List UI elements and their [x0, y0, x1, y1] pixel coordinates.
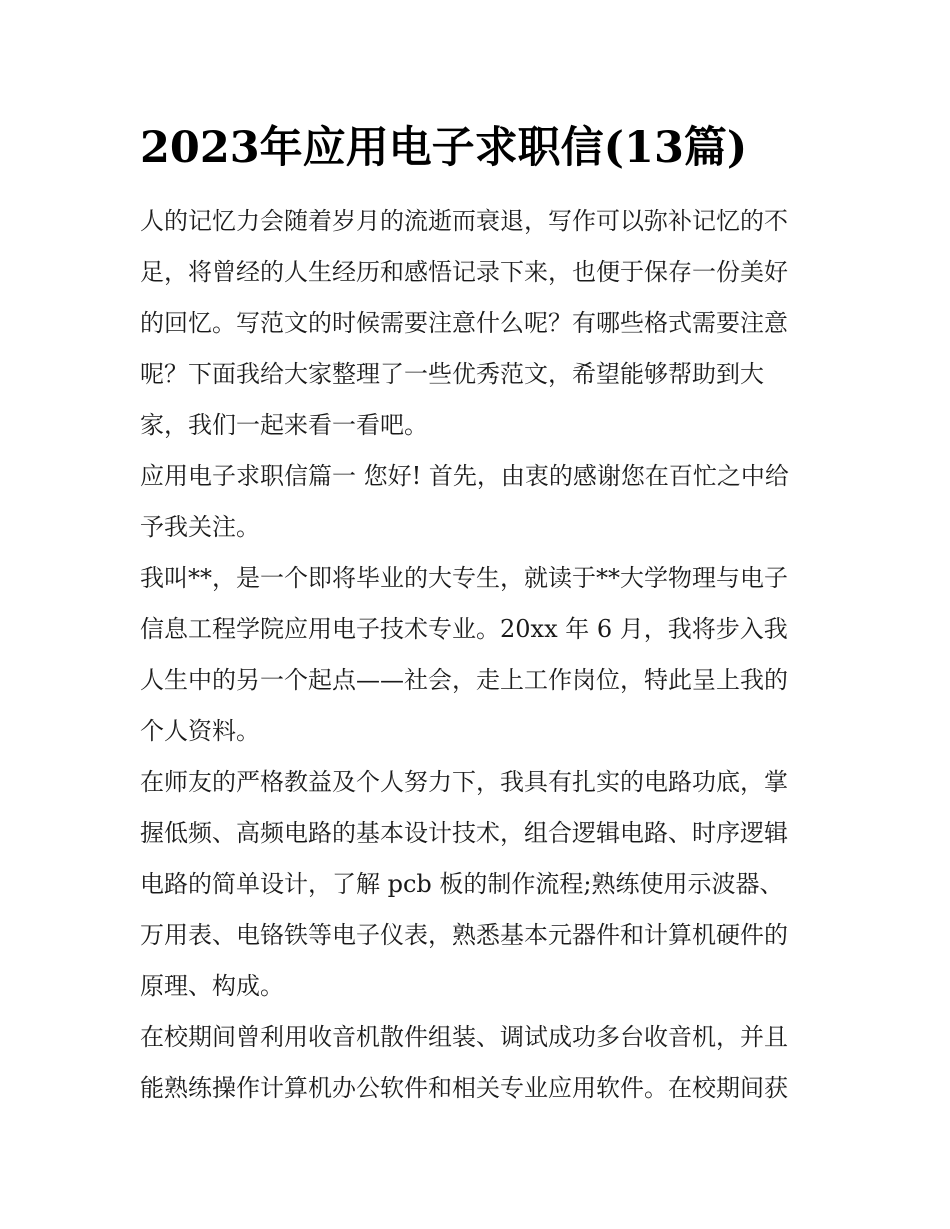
body-line: 我叫**，是一个即将毕业的大专生，就读于**大学物理与电子 — [140, 564, 788, 592]
body-line: 人的记忆力会随着岁月的流逝而衰退，写作可以弥补记忆的不 — [140, 207, 788, 235]
body-line: 握低频、高频电路的基本设计技术，组合逻辑电路、时序逻辑 — [140, 819, 788, 847]
body-line: 信息工程学院应用电子技术专业。20xx 年 6 月，我将步入我 — [140, 615, 788, 643]
document-title: 2023年应用电子求职信(13篇) — [140, 123, 748, 173]
body-line: 予我关注。 — [140, 513, 260, 541]
document-body — [140, 196, 812, 1114]
body-line: 应用电子求职信篇一 您好! 首先，由衷的感谢您在百忙之中给 — [140, 462, 789, 490]
body-line: 万用表、电铬铁等电子仪表，熟悉基本元器件和计算机硬件的 — [140, 921, 788, 949]
body-line: 人生中的另一个起点——社会，走上工作岗位，特此呈上我的 — [140, 666, 788, 694]
body-line: 家，我们一起来看一看吧。 — [140, 411, 428, 439]
body-line: 个人资料。 — [140, 717, 260, 745]
body-line: 的回忆。写范文的时候需要注意什么呢？有哪些格式需要注意 — [140, 309, 788, 337]
body-line: 能熟练操作计算机办公软件和相关专业应用软件。在校期间获 — [140, 1074, 788, 1102]
body-line: 原理、构成。 — [140, 972, 284, 1000]
body-line: 呢？下面我给大家整理了一些优秀范文，希望能够帮助到大 — [140, 360, 764, 388]
body-line: 足，将曾经的人生经历和感悟记录下来，也便于保存一份美好 — [140, 258, 788, 286]
body-line: 在校期间曾利用收音机散件组装、调试成功多台收音机，并且 — [140, 1023, 788, 1051]
body-line: 在师友的严格教益及个人努力下，我具有扎实的电路功底，掌 — [140, 768, 788, 796]
body-line: 电路的简单设计，了解 pcb 板的制作流程;熟练使用示波器、 — [140, 870, 784, 898]
